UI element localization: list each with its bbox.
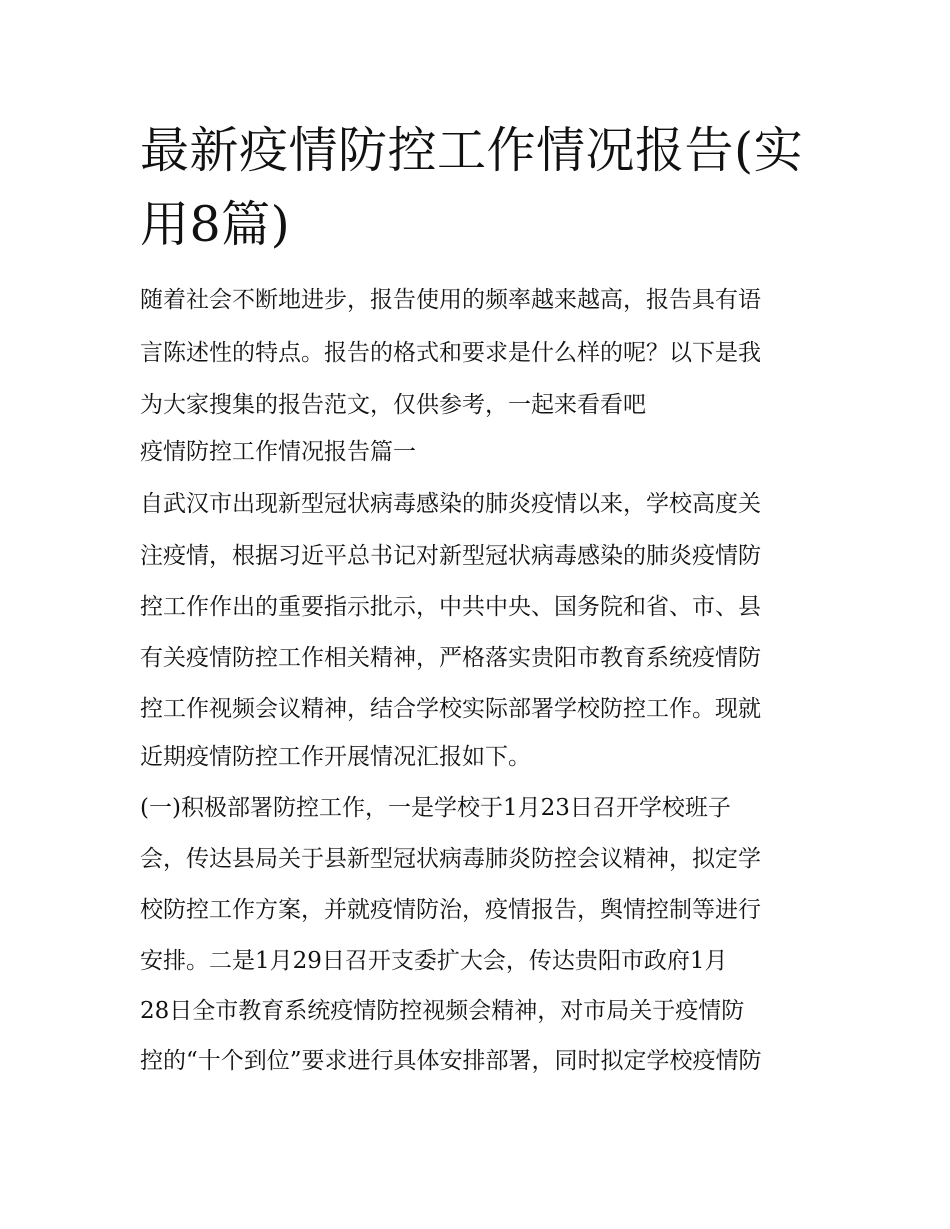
paragraph-line-12: 控的“十个到位”要求进行具体安排部署，同时拟定学校疫情防 <box>140 1048 762 1074</box>
paragraph-line-8: 会，传达县局关于县新型冠状病毒肺炎防控会议精神，拟定学 <box>140 846 761 872</box>
section-heading: 疫情防控工作情况报告篇一 <box>140 439 416 465</box>
paragraph-line-9: 校防控工作方案，并就疫情防治，疫情报告，舆情控制等进行 <box>140 897 761 923</box>
document-title <box>140 114 820 262</box>
intro-line-1: 随着社会不断地进步，报告使用的频率越来越高，报告具有语 <box>140 287 761 313</box>
intro-line-2: 言陈述性的特点。报告的格式和要求是什么样的呢？以下是我 <box>140 340 761 366</box>
intro-line-3: 为大家搜集的报告范文，仅供参考，一起来看看吧 <box>140 392 646 418</box>
title-line-2: 用8篇) <box>140 196 291 253</box>
paragraph-line-5: 控工作视频会议精神，结合学校实际部署学校防控工作。现就 <box>140 696 761 722</box>
paragraph-line-10: 安排。二是1月29日召开支委扩大会，传达贵阳市政府1月 <box>140 948 728 974</box>
paragraph-line-4: 有关疫情防控工作相关精神，严格落实贵阳市教育系统疫情防 <box>140 645 761 671</box>
paragraph-line-6: 近期疫情防控工作开展情况汇报如下。 <box>140 744 531 770</box>
paragraph-line-3: 控工作作出的重要指示批示，中共中央、国务院和省、市、县 <box>140 594 761 620</box>
paragraph-line-1: 自武汉市出现新型冠状病毒感染的肺炎疫情以来，学校高度关 <box>140 491 761 517</box>
paragraph-line-7: (一)积极部署防控工作，一是学校于1月23日召开学校班子 <box>140 795 731 821</box>
title-line-1: 最新疫情防控工作情况报告(实 <box>140 122 804 179</box>
paragraph-line-2: 注疫情，根据习近平总书记对新型冠状病毒感染的肺炎疫情防 <box>140 543 761 569</box>
paragraph-line-11: 28日全市教育系统疫情防控视频会精神，对市局关于疫情防 <box>140 998 745 1024</box>
